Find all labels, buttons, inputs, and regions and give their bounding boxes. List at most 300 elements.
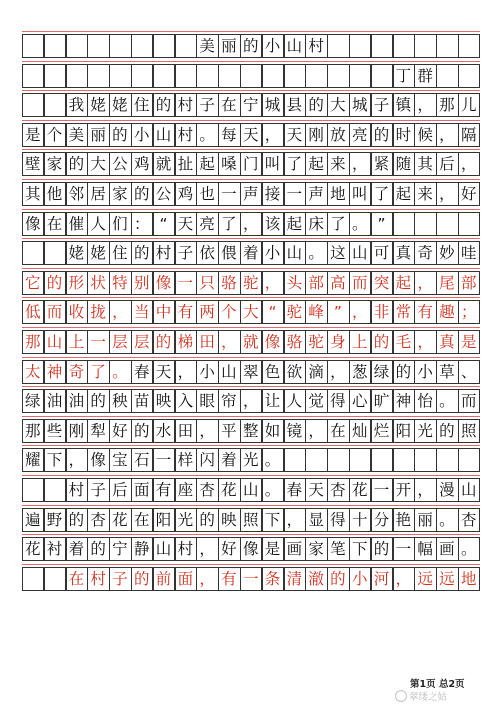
character: 儿 <box>460 96 477 115</box>
character: 神 <box>46 362 63 381</box>
character: 低 <box>24 303 41 322</box>
character: 鸡 <box>177 185 194 203</box>
character: 的 <box>373 540 390 559</box>
character: 在 <box>68 569 85 588</box>
character: 面 <box>133 481 150 499</box>
character: 了 <box>373 185 390 203</box>
text-row <box>22 419 480 443</box>
character: ， <box>439 185 455 203</box>
grid-cell <box>327 64 349 88</box>
character: ， <box>286 510 303 529</box>
character: 姥 <box>90 96 106 115</box>
character: 的 <box>373 333 390 351</box>
character: 宝 <box>112 451 128 470</box>
character: 旷 <box>373 392 390 411</box>
character: 该 <box>264 214 281 233</box>
character: 住 <box>112 244 128 263</box>
grid-cell <box>44 34 66 58</box>
character: 杏 <box>330 481 346 499</box>
character: 镜 <box>286 421 303 440</box>
character: ， <box>221 333 237 351</box>
character: 的 <box>199 510 215 529</box>
text-row <box>22 123 480 147</box>
character: 部 <box>308 273 324 292</box>
character: 家 <box>112 185 128 203</box>
character: ” <box>377 214 386 233</box>
grid-cell <box>436 64 458 88</box>
character: 梯 <box>177 333 194 351</box>
character: 村 <box>68 481 85 499</box>
character: 们 <box>112 214 128 233</box>
character: 只 <box>199 273 215 292</box>
grid-cell <box>22 34 44 58</box>
grid-cell <box>131 64 153 88</box>
text-row <box>22 271 480 295</box>
character: 尾 <box>439 273 455 292</box>
character: 它 <box>24 273 41 292</box>
character: 照 <box>242 510 259 529</box>
character: 葱 <box>351 362 368 381</box>
character: ， <box>351 303 368 322</box>
character: 像 <box>90 451 106 470</box>
character: 映 <box>221 510 237 529</box>
character: 村 <box>177 125 194 144</box>
row-divider <box>22 357 480 358</box>
text-row <box>22 360 480 384</box>
character: 开 <box>395 481 412 499</box>
character: 丽 <box>221 37 237 55</box>
character: 阳 <box>395 421 412 440</box>
character: 天 <box>177 214 194 233</box>
grid-cell <box>349 64 371 88</box>
character: 的 <box>308 96 324 115</box>
character: 而 <box>351 273 368 292</box>
grid-cell <box>458 34 480 58</box>
character: 接 <box>264 185 281 203</box>
character: 家 <box>308 540 324 559</box>
character: 常 <box>395 303 412 322</box>
character: 在 <box>330 421 346 440</box>
row-divider <box>22 238 480 239</box>
character: 偎 <box>221 244 237 263</box>
character: ， <box>395 569 412 588</box>
character: 大 <box>330 96 346 115</box>
text-row <box>22 152 480 176</box>
character: 春 <box>286 481 303 499</box>
row-divider <box>22 90 480 91</box>
character: 一 <box>395 540 412 559</box>
character: 个 <box>46 125 63 144</box>
character: 起 <box>395 185 412 203</box>
row-divider <box>22 564 480 565</box>
character: 天 <box>308 481 324 499</box>
character: ， <box>177 362 194 381</box>
character: “ <box>159 214 168 233</box>
page-number: 第1页 <box>410 679 436 690</box>
character: 依 <box>199 244 215 263</box>
character: “ <box>268 303 277 322</box>
character: 起 <box>199 155 215 174</box>
character: 像 <box>24 214 41 233</box>
character: 丽 <box>90 125 106 144</box>
character: 其 <box>417 155 433 174</box>
character: ， <box>199 569 215 588</box>
character: 灿 <box>351 421 368 440</box>
row-divider <box>22 149 480 150</box>
character: 好 <box>460 185 477 203</box>
character: 人 <box>90 214 106 233</box>
grid-cell <box>349 34 371 58</box>
character: ， <box>330 362 346 381</box>
character: 叫 <box>351 185 368 203</box>
character: 漫 <box>439 481 455 499</box>
character: 刚 <box>308 125 324 144</box>
character: 有 <box>221 569 237 588</box>
character: 油 <box>68 392 85 411</box>
character: 两 <box>199 303 215 322</box>
character: 催 <box>68 214 85 233</box>
character: 小 <box>133 125 150 144</box>
character: 小 <box>264 244 281 263</box>
grid-cell <box>109 64 131 88</box>
character: 了 <box>286 155 303 174</box>
character: 杏 <box>199 481 215 499</box>
character: ” <box>333 303 342 322</box>
character: 声 <box>242 185 259 203</box>
character: 映 <box>155 392 172 411</box>
character: 姥 <box>68 244 85 263</box>
character: 居 <box>90 185 106 203</box>
character: 幅 <box>417 540 433 559</box>
character: 的 <box>133 244 150 263</box>
character: 放 <box>330 125 346 144</box>
grid-cell <box>305 448 327 472</box>
row-divider <box>22 179 480 180</box>
character: 澈 <box>308 569 324 588</box>
watermark-logo-icon <box>395 690 407 702</box>
character: 大 <box>242 303 259 322</box>
character: 下 <box>351 540 368 559</box>
character: 人 <box>286 392 303 411</box>
character: 驼 <box>286 303 303 322</box>
character: 绿 <box>373 362 390 381</box>
character: 山 <box>286 37 303 55</box>
character: 鸡 <box>133 155 150 174</box>
grid-cell <box>349 448 371 472</box>
character: 光 <box>242 451 259 470</box>
character: 当 <box>133 303 150 322</box>
character: 是 <box>24 125 41 144</box>
character: 峰 <box>308 303 324 322</box>
character: 的 <box>395 362 412 381</box>
grid-cell <box>218 64 240 88</box>
title-row <box>22 34 480 58</box>
character: 后 <box>439 155 455 174</box>
character: 村 <box>155 244 172 263</box>
character: 怡 <box>417 392 433 411</box>
character: 姥 <box>90 244 106 263</box>
character: 门 <box>242 155 259 174</box>
character: 花 <box>24 540 41 559</box>
character: 子 <box>373 96 390 115</box>
character: 遍 <box>24 510 41 529</box>
character: 翠 <box>242 362 259 381</box>
character: 在 <box>46 214 63 233</box>
character: 的 <box>133 421 150 440</box>
character: 一 <box>286 185 303 203</box>
character: 的 <box>133 185 150 203</box>
character: 村 <box>308 37 324 55</box>
grid-cell <box>196 64 218 88</box>
author-row <box>22 64 480 88</box>
character: 山 <box>351 244 368 263</box>
character: 分 <box>373 510 390 529</box>
character: 在 <box>133 510 150 529</box>
character: 。 <box>264 481 281 499</box>
grid-cell <box>393 34 415 58</box>
grid-cell <box>458 64 480 88</box>
character: 层 <box>133 333 150 351</box>
grid-cell <box>44 64 66 88</box>
character: 。 <box>264 451 281 470</box>
character: 光 <box>177 510 194 529</box>
character: 声 <box>308 185 324 203</box>
character: 山 <box>286 244 303 263</box>
character: 哇 <box>460 244 477 263</box>
character: 好 <box>221 540 237 559</box>
character: 奇 <box>417 244 433 263</box>
character: 邻 <box>68 185 85 203</box>
character: 如 <box>264 421 281 440</box>
character: ， <box>417 96 433 115</box>
character: ， <box>417 481 433 499</box>
character: 下 <box>264 510 281 529</box>
character: 嗓 <box>221 155 237 174</box>
character: 公 <box>155 185 172 203</box>
character: 驼 <box>242 273 259 292</box>
character: 太 <box>24 362 41 381</box>
character: 眼 <box>199 392 215 411</box>
character: 入 <box>177 392 194 411</box>
grid-cell <box>44 478 66 502</box>
character: 高 <box>330 273 346 292</box>
character: 头 <box>286 273 303 292</box>
grid-cell <box>414 34 436 58</box>
character: 小 <box>417 362 433 381</box>
character: 。 <box>199 125 215 144</box>
character: 宁 <box>112 540 128 559</box>
character: 一 <box>373 481 390 499</box>
character: 样 <box>177 451 194 470</box>
character: 心 <box>351 392 368 411</box>
grid-cell <box>305 64 327 88</box>
grid-cell <box>436 448 458 472</box>
character: 犁 <box>90 421 106 440</box>
character: 照 <box>460 421 477 440</box>
character: 紧 <box>373 155 390 174</box>
character: 画 <box>439 540 455 559</box>
character: 像 <box>155 273 172 292</box>
character: 叫 <box>264 155 281 174</box>
row-divider <box>22 475 480 476</box>
character: 山 <box>155 540 172 559</box>
character: 一 <box>242 569 259 588</box>
grid-cell <box>22 241 44 265</box>
character: 隔 <box>460 125 477 144</box>
character: 状 <box>90 273 106 292</box>
character: 好 <box>112 421 128 440</box>
grid-cell <box>436 212 458 236</box>
character: 身 <box>330 333 346 351</box>
character: 地 <box>330 185 346 203</box>
character: 让 <box>264 392 281 411</box>
grid-cell <box>66 64 88 88</box>
grid-cell <box>458 212 480 236</box>
character: 了 <box>330 214 346 233</box>
row-divider <box>22 505 480 506</box>
character: 是 <box>460 333 477 351</box>
character: 石 <box>133 451 150 470</box>
character: ， <box>199 540 215 559</box>
character: ， <box>417 333 433 351</box>
character: 亮 <box>199 214 215 233</box>
grid-cell <box>22 93 44 117</box>
character: 驼 <box>308 333 324 351</box>
character: 住 <box>133 96 150 115</box>
character: 一 <box>90 333 106 351</box>
character: 子 <box>90 481 106 499</box>
character: 是 <box>264 540 281 559</box>
character: 。 <box>351 214 368 233</box>
character: 起 <box>395 273 412 292</box>
character: 平 <box>221 421 237 440</box>
grid-cell <box>22 567 44 591</box>
character: 来 <box>330 155 346 174</box>
character: 可 <box>373 244 390 263</box>
grid-cell <box>240 64 262 88</box>
character: 水 <box>155 421 172 440</box>
grid-cell <box>458 448 480 472</box>
character: 而 <box>460 392 477 411</box>
character: 天 <box>242 125 259 144</box>
character: 光 <box>417 421 433 440</box>
grid-cell <box>153 34 175 58</box>
character: 地 <box>460 569 477 588</box>
character: 丁 <box>395 66 412 85</box>
character: 有 <box>177 303 194 322</box>
character: 笔 <box>330 540 346 559</box>
character: 扯 <box>177 155 194 174</box>
character: 特 <box>112 273 128 292</box>
character: 村 <box>177 540 194 559</box>
character: 有 <box>155 481 172 499</box>
character: 村 <box>177 96 194 115</box>
character: 非 <box>373 303 390 322</box>
character: 县 <box>286 96 303 115</box>
text-row <box>22 508 480 532</box>
character: 每 <box>221 125 237 144</box>
page-total: 总2页 <box>438 679 465 690</box>
character: 闪 <box>199 451 215 470</box>
character: 的 <box>242 37 259 55</box>
row-divider <box>22 327 480 328</box>
character: 神 <box>395 392 412 411</box>
character: 觉 <box>308 392 324 411</box>
grid-cell <box>393 448 415 472</box>
grid-cell <box>414 448 436 472</box>
character: 骆 <box>221 273 237 292</box>
character: 。 <box>308 244 324 263</box>
character: 的 <box>155 96 172 115</box>
grid-cell <box>153 64 175 88</box>
watermark <box>395 689 447 703</box>
character: 后 <box>112 481 128 499</box>
character: 了 <box>221 214 237 233</box>
character: 的 <box>68 155 85 174</box>
character: 那 <box>24 333 41 351</box>
character: 上 <box>351 333 368 351</box>
character: ， <box>460 155 477 174</box>
character: 来 <box>417 185 433 203</box>
character: 宁 <box>242 96 259 115</box>
character: 山 <box>46 333 63 351</box>
row-divider <box>22 120 480 121</box>
character: 艳 <box>395 510 412 529</box>
character: 座 <box>177 481 194 499</box>
character: 得 <box>330 510 346 529</box>
character: 清 <box>286 569 303 588</box>
character: 小 <box>351 569 368 588</box>
character: 条 <box>264 569 281 588</box>
character: 大 <box>90 155 106 174</box>
grid-cell <box>87 64 109 88</box>
grid-cell <box>131 34 153 58</box>
character: 真 <box>439 333 455 351</box>
character: 、 <box>460 362 477 381</box>
character: ； <box>460 303 477 322</box>
character: 部 <box>460 273 477 292</box>
character: 村 <box>90 569 106 588</box>
text-row <box>22 182 480 206</box>
character: 收 <box>68 303 85 322</box>
character: 的 <box>373 125 390 144</box>
character: 河 <box>373 569 390 588</box>
character: 天 <box>155 362 172 381</box>
grid-cell <box>22 478 44 502</box>
character: 随 <box>395 155 412 174</box>
text-row <box>22 567 480 591</box>
text-row <box>22 478 480 502</box>
character: ， <box>351 155 368 174</box>
character: 真 <box>395 244 412 263</box>
character: 上 <box>68 333 85 351</box>
character: 远 <box>439 569 455 588</box>
character: 在 <box>221 96 237 115</box>
character: 杏 <box>90 510 106 529</box>
character: 滴 <box>308 362 324 381</box>
character: 衬 <box>46 540 63 559</box>
character: 山 <box>155 125 172 144</box>
character: 趣 <box>439 303 455 322</box>
character: 前 <box>155 569 172 588</box>
character: 候 <box>417 125 433 144</box>
character: ， <box>242 214 259 233</box>
row-divider <box>22 416 480 417</box>
character: 油 <box>46 392 63 411</box>
text-row <box>22 241 480 265</box>
row-divider <box>22 445 480 446</box>
character: 床 <box>308 214 324 233</box>
